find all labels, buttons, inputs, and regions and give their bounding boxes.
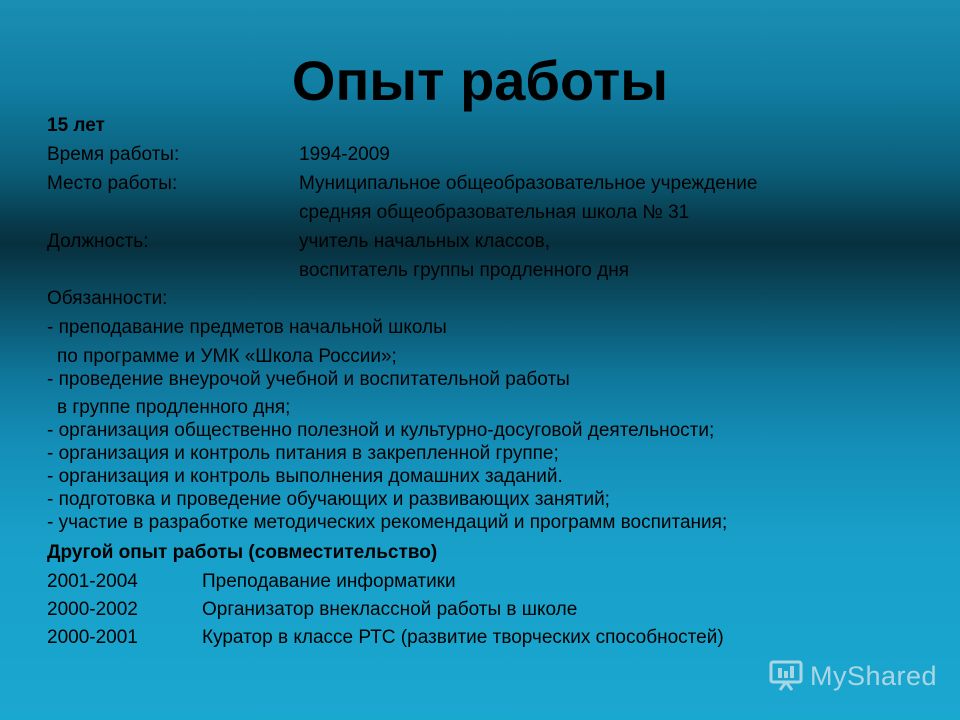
duty-item: в группе продленного дня; <box>57 397 291 418</box>
years-total: 15 лет <box>47 115 105 136</box>
watermark-text: MyShared <box>810 660 938 691</box>
other-description: Организатор внеклассной работы в школе <box>202 599 578 620</box>
time-label: Время работы: <box>47 144 180 165</box>
other-years: 2001-2004 <box>47 571 138 592</box>
duty-item: - преподавание предметов начальной школы <box>47 317 447 338</box>
position-value-line1: учитель начальных классов, <box>299 231 551 252</box>
position-label: Должность: <box>47 231 149 252</box>
duty-item: - организация общественно полезной и культурно-досуговой деятельности; <box>47 420 715 441</box>
duty-item: - организация и контроль выполнения домашних заданий. <box>47 466 563 487</box>
other-description: Куратор в классе РТС (развитие творческих способностей) <box>202 627 724 648</box>
duty-item: - участие в разработке методических рекомендаций и программ воспитания; <box>47 512 728 533</box>
position-value-line2: воспитатель группы продленного дня <box>299 260 629 281</box>
duties-label: Обязанности: <box>47 288 168 309</box>
duty-item: - организация и контроль питания в закрепленной группе; <box>47 443 559 464</box>
other-description: Преподавание информатики <box>202 571 456 592</box>
watermark-logo <box>768 656 943 696</box>
place-value-line2: средняя общеобразовательная школа № 31 <box>299 202 690 223</box>
other-years: 2000-2002 <box>47 599 138 620</box>
slide-title: Опыт работы <box>291 49 669 112</box>
time-value: 1994-2009 <box>299 144 390 165</box>
place-value-line1: Муниципальное общеобразовательное учреждение <box>299 173 758 194</box>
duty-item: - подготовка и проведение обучающих и развивающих занятий; <box>47 489 610 510</box>
other-years: 2000-2001 <box>47 627 138 648</box>
duty-item: - проведение внеурочой учебной и воспитательной работы <box>47 369 570 390</box>
duty-item: по программе и УМК «Школа России»; <box>57 346 397 367</box>
other-experience-heading: Другой опыт работы (совместительство) <box>47 542 438 563</box>
presentation-icon <box>768 656 804 697</box>
place-label: Место работы: <box>47 173 178 194</box>
